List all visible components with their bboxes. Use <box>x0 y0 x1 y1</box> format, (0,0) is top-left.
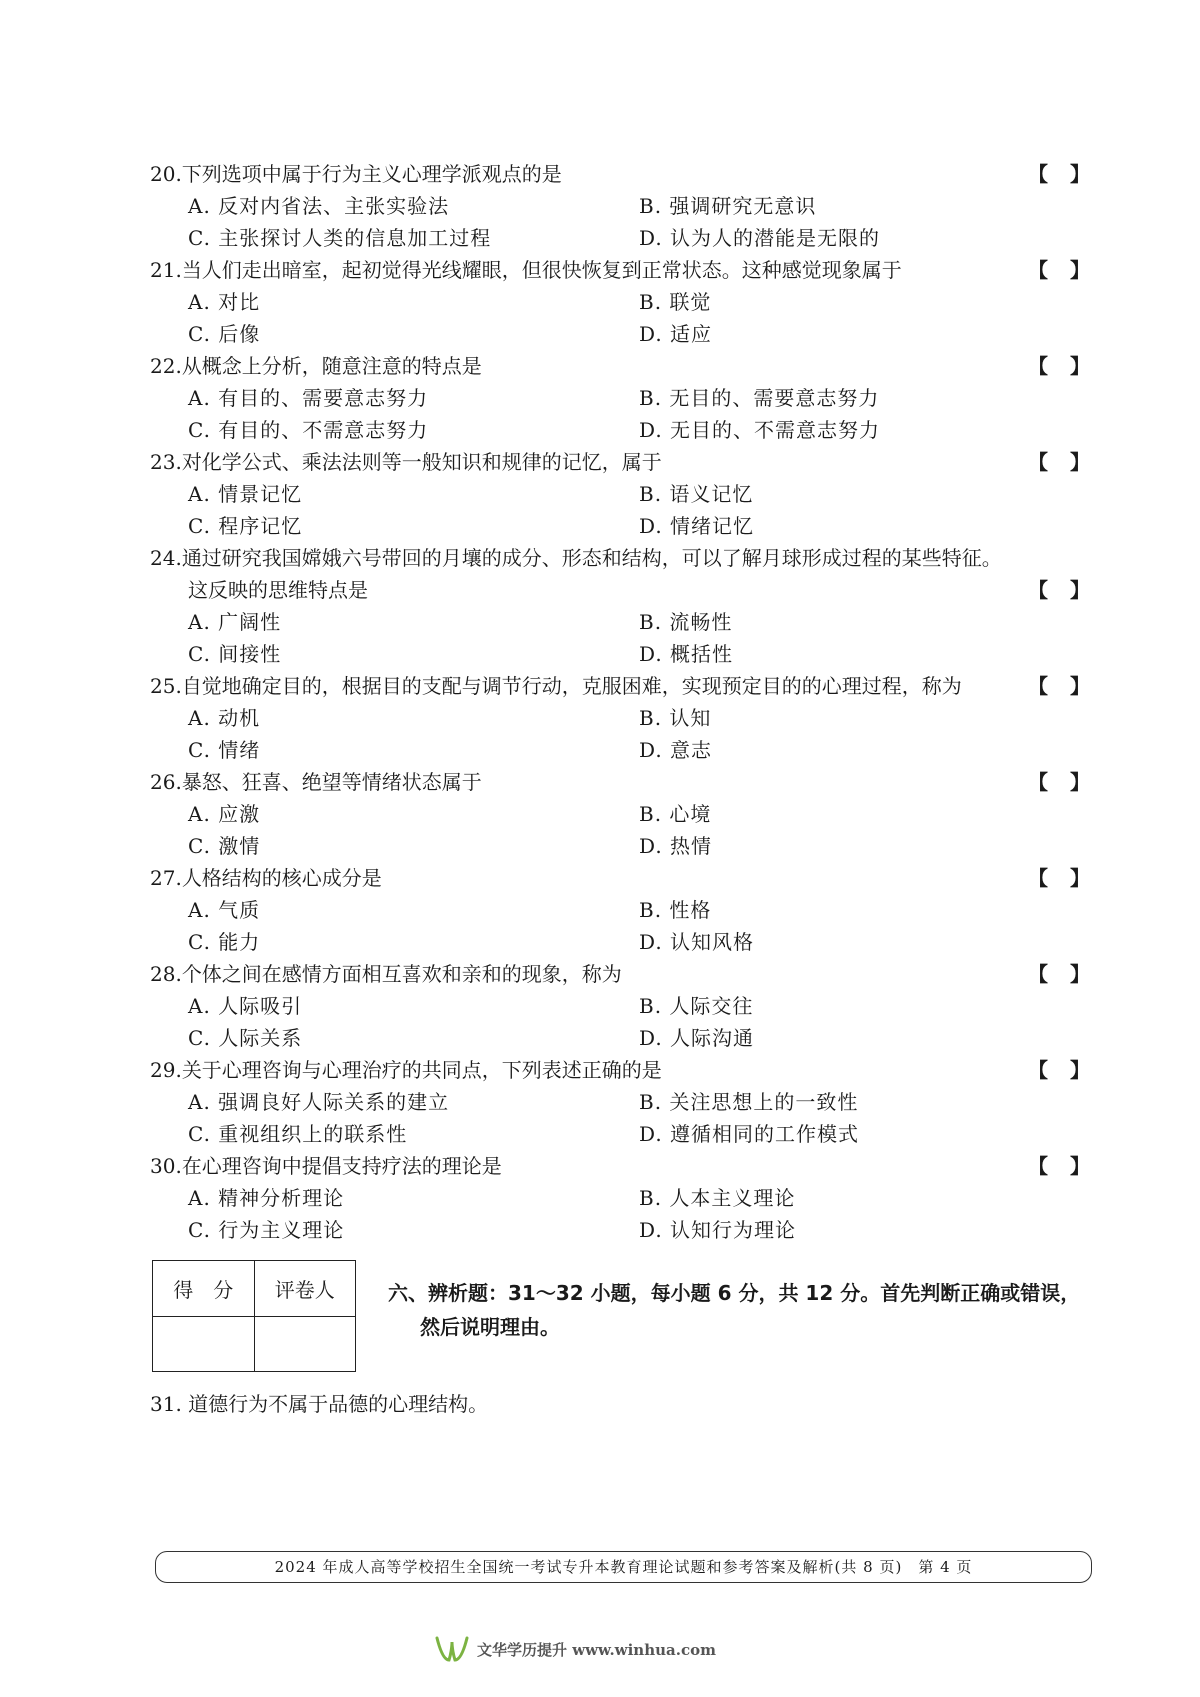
question-text: 通过研究我国嫦娥六号带回的月壤的成分、形态和结构，可以了解月球形成过程的某些特征。 <box>181 546 1002 570</box>
question-31: 31. 道德行为不属于品德的心理结构。 <box>150 1392 489 1416</box>
bracket-close: 】 <box>1070 1058 1090 1082</box>
answer-option: A. 强调良好人际关系的建立 <box>188 1090 450 1114</box>
answer-option: A. 精神分析理论 <box>188 1186 345 1210</box>
question-number: 22. <box>150 354 182 378</box>
bracket-open: 【 <box>1028 770 1070 794</box>
score-header: 得 分 <box>153 1261 255 1317</box>
question-item <box>150 158 1090 254</box>
section-heading-line1: 六、辨析题：31～32 小题，每小题 6 分，共 12 分。首先判断正确或错误， <box>388 1281 1081 1305</box>
option-row <box>150 830 1090 862</box>
answer-option: D. 认知行为理论 <box>639 1218 797 1242</box>
option-row <box>150 606 1090 638</box>
question-item <box>150 1150 1090 1246</box>
question-number: 27. <box>150 866 182 890</box>
answer-option: A. 有目的、需要意志努力 <box>188 386 429 410</box>
question-item <box>150 254 1090 350</box>
section-heading <box>388 1276 1098 1344</box>
question-text: 当人们走出暗室，起初觉得光线耀眼，但很快恢复到正常状态。这种感觉现象属于 <box>181 258 902 282</box>
answer-option: B. 心境 <box>639 802 712 826</box>
bracket-close: 】 <box>1070 770 1090 794</box>
answer-bracket[interactable] <box>1028 254 1090 286</box>
option-row <box>150 1182 1090 1214</box>
answer-option: C. 有目的、不需意志努力 <box>188 418 429 442</box>
question-text: 关于心理咨询与心理治疗的共同点，下列表述正确的是 <box>181 1058 662 1082</box>
question-item <box>150 350 1090 446</box>
grader-header: 评卷人 <box>254 1261 356 1317</box>
question-text: 暴怒、狂喜、绝望等情绪状态属于 <box>181 770 482 794</box>
answer-option: B. 人际交往 <box>639 994 754 1018</box>
question-item <box>150 862 1090 958</box>
bracket-open: 【 <box>1028 1154 1070 1178</box>
option-row <box>150 222 1090 254</box>
answer-option: B. 流畅性 <box>639 610 733 634</box>
question-text: 在心理咨询中提倡支持疗法的理论是 <box>181 1154 502 1178</box>
answer-bracket[interactable] <box>1028 766 1090 798</box>
option-row <box>150 286 1090 318</box>
bracket-close: 】 <box>1070 674 1090 698</box>
watermark-text: 文华学历提升 www.winhua.com <box>477 1640 716 1659</box>
question-stem <box>150 670 1090 702</box>
option-row <box>150 318 1090 350</box>
bracket-open: 【 <box>1028 450 1070 474</box>
answer-bracket[interactable] <box>1028 574 1090 606</box>
option-row <box>150 638 1090 670</box>
bracket-close: 】 <box>1070 578 1090 602</box>
answer-option: B. 认知 <box>639 706 712 730</box>
page-footer: 2024 年成人高等学校招生全国统一考试专升本教育理论试题和参考答案及解析(共 8 页) 第 4 页 <box>155 1551 1092 1583</box>
answer-option: B. 语义记忆 <box>639 482 754 506</box>
question-number: 29. <box>150 1058 182 1082</box>
option-row <box>150 798 1090 830</box>
bracket-close: 】 <box>1070 354 1090 378</box>
question-stem <box>150 542 1090 574</box>
option-row <box>150 478 1090 510</box>
option-row <box>150 926 1090 958</box>
question-text: 下列选项中属于行为主义心理学派观点的是 <box>181 162 562 186</box>
answer-option: D. 人际沟通 <box>639 1026 755 1050</box>
answer-option: C. 能力 <box>188 930 261 954</box>
answer-bracket[interactable] <box>1028 1054 1090 1086</box>
option-row <box>150 1022 1090 1054</box>
answer-bracket[interactable] <box>1028 158 1090 190</box>
option-row <box>150 1118 1090 1150</box>
answer-option: D. 情绪记忆 <box>639 514 755 538</box>
question-list <box>150 158 1090 1246</box>
question-number: 25. <box>150 674 182 698</box>
question-number: 30. <box>150 1154 182 1178</box>
answer-option: C. 主张探讨人类的信息加工过程 <box>188 226 492 250</box>
bracket-close: 】 <box>1070 962 1090 986</box>
answer-bracket[interactable] <box>1028 862 1090 894</box>
question-number: 24. <box>150 546 182 570</box>
answer-option: D. 概括性 <box>639 642 734 666</box>
answer-bracket[interactable] <box>1028 1150 1090 1182</box>
question-text: 对化学公式、乘法法则等一般知识和规律的记忆，属于 <box>181 450 662 474</box>
option-row <box>150 734 1090 766</box>
question-item <box>150 1054 1090 1150</box>
question-item <box>150 670 1090 766</box>
question-stem <box>150 1054 1090 1086</box>
option-row <box>150 382 1090 414</box>
answer-option: A. 反对内省法、主张实验法 <box>188 194 450 218</box>
answer-option: B. 人本主义理论 <box>639 1186 796 1210</box>
answer-option: C. 行为主义理论 <box>188 1218 345 1242</box>
answer-option: B. 无目的、需要意志努力 <box>639 386 880 410</box>
bracket-open: 【 <box>1028 578 1070 602</box>
answer-option: D. 认知风格 <box>639 930 755 954</box>
answer-option: C. 情绪 <box>188 738 261 762</box>
answer-option: C. 后像 <box>188 322 261 346</box>
question-number: 26. <box>150 770 182 794</box>
answer-option: D. 无目的、不需意志努力 <box>639 418 881 442</box>
question-text: 人格结构的核心成分是 <box>181 866 382 890</box>
option-row <box>150 1214 1090 1246</box>
answer-option: D. 遵循相同的工作模式 <box>639 1122 860 1146</box>
answer-bracket[interactable] <box>1028 670 1090 702</box>
option-row <box>150 190 1090 222</box>
option-row <box>150 1086 1090 1118</box>
answer-option: A. 对比 <box>188 290 261 314</box>
bracket-close: 】 <box>1070 866 1090 890</box>
answer-option: C. 重视组织上的联系性 <box>188 1122 408 1146</box>
bracket-open: 【 <box>1028 962 1070 986</box>
answer-option: C. 间接性 <box>188 642 282 666</box>
question-stem <box>150 766 1090 798</box>
winhua-logo-icon <box>435 1634 469 1664</box>
question-number: 23. <box>150 450 182 474</box>
question-number: 28. <box>150 962 182 986</box>
bracket-open: 【 <box>1028 866 1070 890</box>
question-stem <box>150 446 1090 478</box>
answer-option: B. 关注思想上的一致性 <box>639 1090 859 1114</box>
answer-option: B. 强调研究无意识 <box>639 194 817 218</box>
question-text-line2: 这反映的思维特点是 <box>188 578 368 602</box>
question-stem <box>150 1150 1090 1182</box>
question-text: 自觉地确定目的，根据目的支配与调节行动，克服困难，实现预定目的的心理过程，称为 <box>181 674 962 698</box>
question-stem <box>150 254 1090 286</box>
option-row <box>150 510 1090 542</box>
answer-option: C. 人际关系 <box>188 1026 303 1050</box>
question-item <box>150 766 1090 862</box>
bracket-open: 【 <box>1028 674 1070 698</box>
question-text: 个体之间在感情方面相互喜欢和亲和的现象，称为 <box>181 962 622 986</box>
bracket-open: 【 <box>1028 162 1070 186</box>
answer-option: C. 程序记忆 <box>188 514 303 538</box>
answer-option: A. 应激 <box>188 802 261 826</box>
section-heading-line2: 然后说明理由。 <box>420 1315 560 1339</box>
option-row <box>150 990 1090 1022</box>
question-number: 20. <box>150 162 182 186</box>
answer-option: B. 联觉 <box>639 290 712 314</box>
grader-cell <box>254 1316 356 1372</box>
answer-option: A. 人际吸引 <box>188 994 303 1018</box>
question-number: 21. <box>150 258 182 282</box>
question-text: 从概念上分析，随意注意的特点是 <box>181 354 482 378</box>
answer-option: A. 广阔性 <box>188 610 282 634</box>
answer-option: D. 意志 <box>639 738 713 762</box>
answer-option: A. 气质 <box>188 898 261 922</box>
question-stem <box>150 350 1090 382</box>
bracket-close: 】 <box>1070 450 1090 474</box>
answer-option: D. 热情 <box>639 834 713 858</box>
answer-option: A. 动机 <box>188 706 261 730</box>
option-row <box>150 414 1090 446</box>
answer-bracket[interactable] <box>1028 446 1090 478</box>
bracket-close: 】 <box>1070 1154 1090 1178</box>
question-stem <box>150 862 1090 894</box>
question-item <box>150 446 1090 542</box>
answer-option: C. 激情 <box>188 834 261 858</box>
bracket-open: 【 <box>1028 258 1070 282</box>
bracket-close: 】 <box>1070 162 1090 186</box>
answer-option: D. 认为人的潜能是无限的 <box>639 226 881 250</box>
question-item <box>150 542 1090 670</box>
question-item <box>150 958 1090 1054</box>
answer-option: D. 适应 <box>639 322 713 346</box>
answer-option: B. 性格 <box>639 898 712 922</box>
option-row <box>150 702 1090 734</box>
question-stem <box>150 958 1090 990</box>
answer-option: A. 情景记忆 <box>188 482 303 506</box>
question-stem <box>150 158 1090 190</box>
bracket-open: 【 <box>1028 354 1070 378</box>
bracket-open: 【 <box>1028 1058 1070 1082</box>
answer-bracket[interactable] <box>1028 958 1090 990</box>
bracket-close: 】 <box>1070 258 1090 282</box>
option-row <box>150 894 1090 926</box>
answer-bracket[interactable] <box>1028 350 1090 382</box>
question-text-continued <box>150 574 1090 606</box>
score-cell <box>153 1316 255 1372</box>
score-table <box>152 1260 356 1372</box>
watermark <box>435 1629 716 1669</box>
